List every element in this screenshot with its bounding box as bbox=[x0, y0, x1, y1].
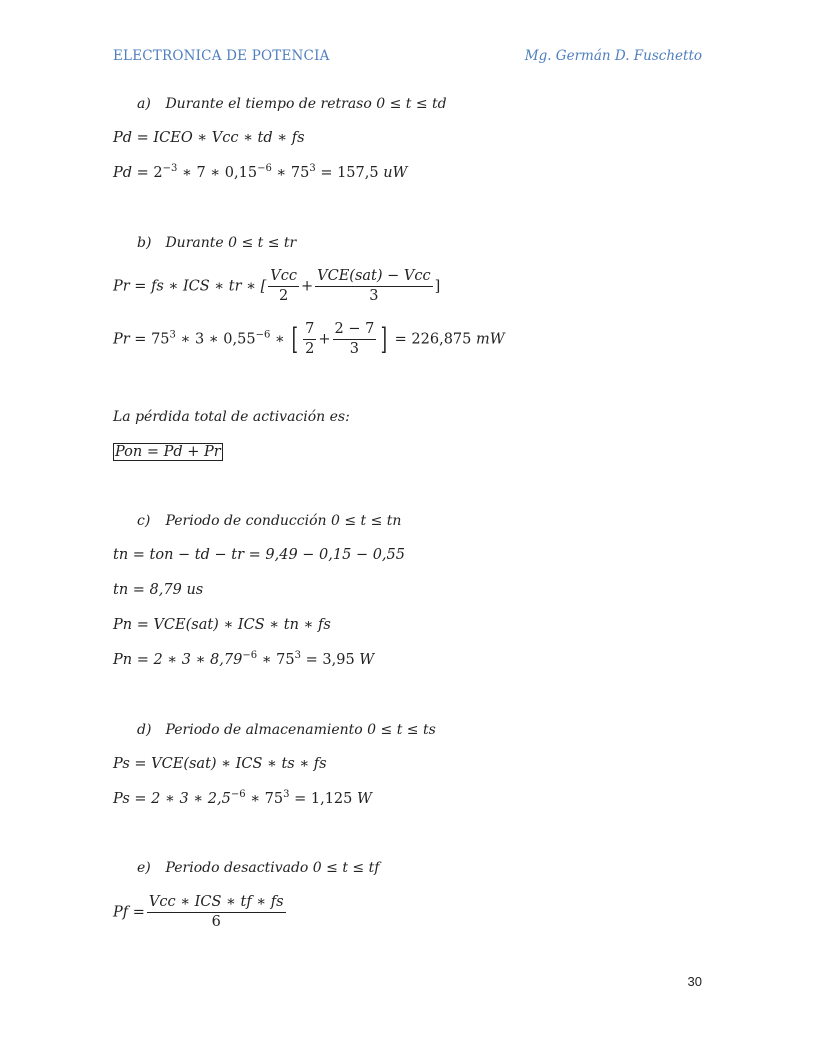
eq-unit: mW bbox=[476, 331, 505, 348]
eq-operator: + bbox=[300, 278, 314, 295]
eq-term: ∗ 75 bbox=[276, 165, 310, 181]
eq-term: ∗ 7 ∗ 0,15 bbox=[182, 165, 258, 181]
fraction bbox=[333, 321, 377, 358]
section-e-label: e) bbox=[137, 860, 151, 876]
fraction-numerator: 2 − 7 bbox=[333, 321, 377, 340]
eq-exponent: −3 bbox=[162, 163, 178, 174]
eq-exponent: −6 bbox=[230, 789, 246, 800]
eq-exponent: 3 bbox=[283, 789, 290, 800]
eq-lhs: Pn = 2 ∗ 3 ∗ 8,79 bbox=[113, 652, 243, 668]
eq-exponent: −6 bbox=[255, 329, 271, 341]
section-c-heading bbox=[137, 513, 401, 529]
eq-exponent: −6 bbox=[242, 650, 258, 661]
section-a-heading bbox=[137, 96, 447, 112]
section-d-title: Periodo de almacenamiento 0 ≤ t ≤ ts bbox=[165, 722, 436, 738]
eq-exponent: −6 bbox=[257, 163, 272, 174]
fraction bbox=[268, 268, 299, 305]
eq-term: ∗ 75 bbox=[261, 652, 295, 668]
eq-result: = 1,125 bbox=[294, 791, 353, 807]
eq-operator: + bbox=[318, 331, 331, 348]
equation-pr-formula bbox=[113, 268, 440, 305]
section-c-label: c) bbox=[137, 513, 151, 529]
section-b-title: Durante 0 ≤ t ≤ tr bbox=[165, 235, 297, 251]
eq-unit: us bbox=[186, 582, 204, 598]
fraction-denominator: 3 bbox=[369, 288, 379, 304]
equation-tn-value bbox=[113, 582, 203, 598]
eq-term: fs ∗ ICS ∗ tr ∗ [ bbox=[151, 278, 267, 295]
eq-lhs: Pr = bbox=[113, 278, 147, 295]
equation-pn-formula: Pn = VCE(sat) ∗ ICS ∗ tn ∗ fs bbox=[113, 617, 331, 633]
section-d-heading bbox=[137, 722, 436, 738]
left-bracket: [ bbox=[292, 321, 299, 357]
eq-exponent: 3 bbox=[309, 163, 316, 174]
eq-lhs: Pf = bbox=[113, 904, 145, 921]
fraction-numerator: Vcc bbox=[268, 268, 299, 287]
eq-exponent: 3 bbox=[169, 329, 176, 341]
eq-term: 75 bbox=[151, 331, 170, 348]
equation-pd-formula bbox=[113, 130, 305, 146]
header-author: Mg. Germán D. Fuschetto bbox=[524, 48, 702, 64]
boxed-formula: Pon = Pd + Pr bbox=[115, 444, 221, 460]
section-c-title: Periodo de conducción 0 ≤ t ≤ tn bbox=[165, 513, 402, 529]
fraction-denominator: 3 bbox=[349, 341, 360, 357]
eq-result: = 157,5 bbox=[320, 165, 379, 181]
fraction-denominator: 6 bbox=[211, 914, 221, 930]
section-e-title: Periodo desactivado 0 ≤ t ≤ tf bbox=[165, 860, 380, 876]
fraction-numerator: VCE(sat) − Vcc bbox=[315, 268, 432, 287]
eq-lhs: Pr = bbox=[113, 331, 147, 348]
equation-ps-value bbox=[113, 791, 372, 807]
section-a-label: a) bbox=[137, 96, 151, 112]
eq-lhs: tn = 8,79 bbox=[113, 582, 182, 598]
equation-pr-value bbox=[113, 321, 505, 358]
fraction-numerator: Vcc ∗ ICS ∗ tf ∗ fs bbox=[147, 894, 286, 913]
eq-term: ∗ 3 ∗ 0,55 bbox=[180, 331, 256, 348]
equation-pd-value bbox=[113, 165, 407, 181]
equation-ps-formula: Ps = VCE(sat) ∗ ICS ∗ ts ∗ fs bbox=[113, 756, 327, 772]
fraction-denominator: 2 bbox=[305, 341, 315, 357]
eq-term: 2 bbox=[153, 165, 163, 181]
eq-lhs: Pd = bbox=[113, 130, 149, 146]
equation-pf-formula bbox=[113, 894, 288, 931]
section-d-label: d) bbox=[137, 722, 152, 738]
section-b-label: b) bbox=[137, 235, 152, 251]
eq-lhs: Ps = 2 ∗ 3 ∗ 2,5 bbox=[113, 791, 231, 807]
section-b-heading bbox=[137, 235, 296, 251]
eq-term: ∗ 75 bbox=[250, 791, 284, 807]
fraction bbox=[147, 894, 286, 931]
eq-unit: W bbox=[357, 791, 372, 807]
fraction-denominator: 2 bbox=[279, 288, 289, 304]
fraction bbox=[315, 268, 432, 305]
eq-lhs: Pd = bbox=[113, 165, 149, 181]
equation-pon-boxed bbox=[113, 443, 223, 461]
equation-pn-value bbox=[113, 652, 374, 668]
eq-result: = 3,95 bbox=[305, 652, 355, 668]
total-loss-text: La pérdida total de activación es: bbox=[113, 409, 350, 425]
page-number: 30 bbox=[687, 974, 702, 989]
right-bracket: ] bbox=[380, 321, 388, 357]
equation-tn-formula: tn = ton − td − tr = 9,49 − 0,15 − 0,55 bbox=[113, 547, 405, 563]
section-e-heading bbox=[137, 860, 379, 876]
eq-unit: uW bbox=[383, 165, 408, 181]
eq-operator: ∗ bbox=[274, 331, 285, 348]
eq-exponent: 3 bbox=[294, 650, 302, 661]
eq-unit: W bbox=[359, 652, 375, 668]
fraction-numerator: 7 bbox=[303, 321, 316, 340]
header-course-title: ELECTRONICA DE POTENCIA bbox=[113, 48, 330, 64]
section-a-title: Durante el tiempo de retraso 0 ≤ t ≤ td bbox=[165, 96, 447, 112]
eq-bracket: ] bbox=[434, 278, 441, 295]
eq-result: = 226,875 bbox=[394, 331, 472, 348]
fraction bbox=[303, 321, 316, 358]
eq-rhs: ICEO ∗ Vcc ∗ td ∗ fs bbox=[153, 130, 305, 146]
